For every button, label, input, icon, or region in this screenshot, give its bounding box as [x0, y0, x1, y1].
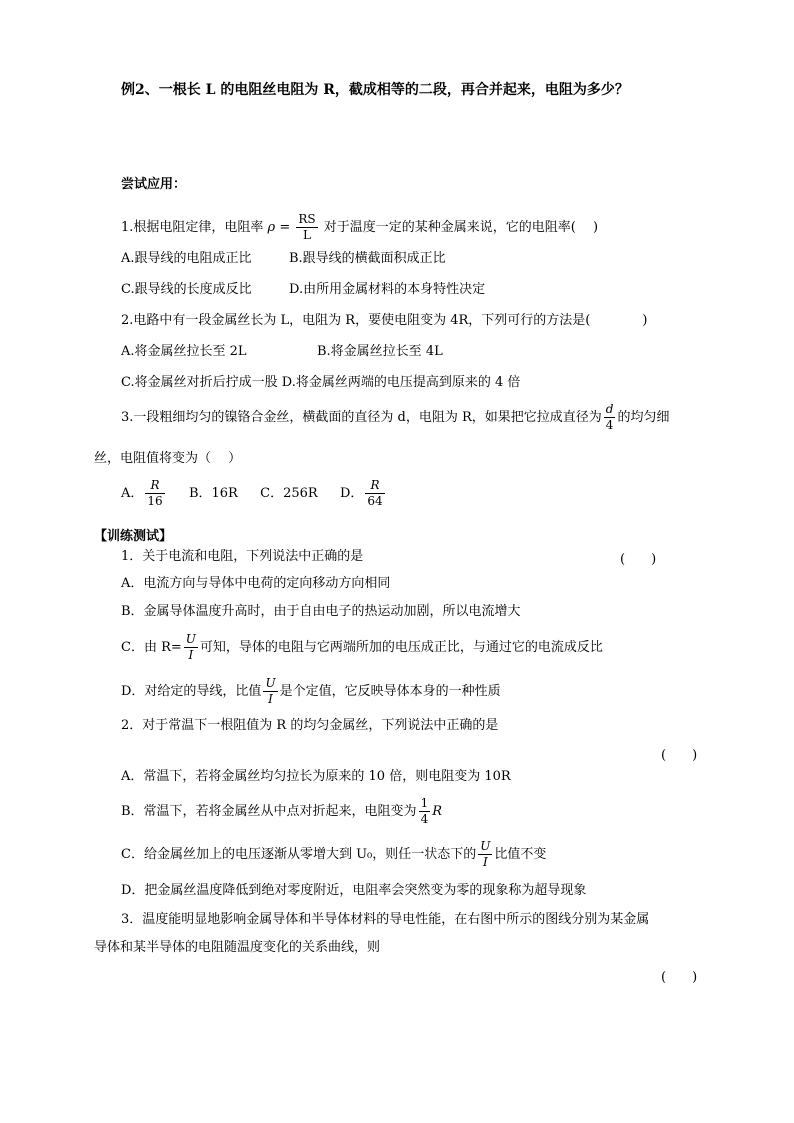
q3-d-den: 64: [367, 494, 383, 508]
t2-b-num: 1: [420, 796, 429, 810]
t1-d-den: I: [268, 692, 273, 706]
t1-d-post: 是个定值，它反映导体本身的一种性质: [279, 684, 501, 699]
t1-d-num: U: [265, 676, 276, 690]
t2-answer-paren: ( ): [661, 748, 698, 763]
q3-frac-num: d: [605, 402, 614, 416]
t1-option-c: [121, 632, 603, 663]
q3-frac-den: 4: [605, 418, 614, 432]
q3-stem-line2: 丝，电阻值将变为（ ）: [94, 451, 242, 466]
q3-options: [121, 478, 387, 509]
q1-rho: ρ =: [267, 220, 291, 235]
q2-stem: 2.电路中有一段金属丝长为 L，电阻为 R，要使电阻变为 4R，下列可行的方法是( ): [121, 313, 648, 328]
t2-b-post: R: [432, 804, 442, 819]
q3-option-d-fraction: [365, 478, 384, 509]
t1-c-post: 可知，导体的电阻与它两端所加的电压成正比，与通过它的电流成反比: [199, 640, 603, 655]
t3-stem-line1: 3．温度能明显地影响金属导体和半导体材料的导电性能，在右图中所示的图线分别为某金属: [121, 912, 650, 927]
t2-c-pre: C．给金属丝加上的电压逐渐从零增大到 U₀，则任一状态下的: [121, 847, 477, 862]
q1-option-a: A.跟导线的电阻成正比: [121, 251, 252, 266]
q1-stem: [121, 212, 598, 243]
q2-option-b: B.将金属丝拉长至 4L: [317, 344, 443, 359]
t2-b-pre: B．常温下，若将金属丝从中点对折起来，电阻变为: [121, 804, 417, 819]
t1-answer-paren: ( ): [620, 552, 657, 567]
q1-frac-num: RS: [298, 212, 316, 226]
t3-answer-paren: ( ): [661, 970, 698, 985]
t2-option-b: [121, 796, 442, 827]
t2-option-a: A．常温下，若将金属丝均匀拉长为原来的 10 倍，则电阻变为 10R: [121, 769, 511, 784]
t1-option-d: [121, 676, 501, 707]
t2-option-d: D．把金属丝温度降低到绝对零度附近，电阻率会突然变为零的现象称为超导现象: [121, 883, 587, 898]
q1-option-c: C.跟导线的长度成反比: [121, 282, 252, 297]
q3-option-a-label: A．: [121, 486, 144, 501]
q3-fraction: [604, 402, 616, 433]
t1-c-pre: C．由 R=: [121, 640, 182, 655]
t1-c-den: I: [188, 648, 194, 662]
q3-a-num: R: [145, 478, 164, 494]
training-test-heading: 【训练测试】: [94, 529, 173, 544]
q3-a-den: 16: [147, 494, 163, 508]
q1-option-b: B.跟导线的横截面积成正比: [289, 251, 446, 266]
t2-stem: 2．对于常温下一根阻值为 R 的均匀金属丝，下列说法中正确的是: [121, 718, 499, 733]
q1-stem-post: 对于温度一定的某种金属来说，它的电阻率( ): [323, 220, 599, 235]
t1-option-a: A．电流方向与导体中电荷的定向移动方向相同: [121, 576, 391, 591]
t2-c-fraction: [478, 839, 492, 870]
q1-stem-pre: 1.根据电阻定律，电阻率: [121, 220, 264, 235]
q2-option-cd: C.将金属丝对折后拧成一股 D.将金属丝两端的电压提高到原来的 4 倍: [121, 375, 521, 390]
t2-c-num: U: [480, 839, 491, 853]
t1-stem: 1．关于电流和电阻，下列说法中正确的是: [121, 549, 364, 564]
q3-stem-pre: 3.一段粗细均匀的镍铬合金丝，横截面的直径为 d，电阻为 R，如果把它拉成直径为: [121, 410, 602, 425]
example-2-question: 例2、一根长 L 的电阻丝电阻为 R，截成相等的二段，再合并起来，电阻为多少？: [121, 82, 629, 98]
t2-option-c: [121, 839, 546, 870]
try-application-heading: 尝试应用：: [121, 177, 187, 192]
q3-option-a-fraction: [145, 478, 164, 509]
q1-option-d: D.由所用金属材料的本身特性决定: [289, 282, 486, 297]
t1-option-b: B．金属导体温度升高时，由于自由电子的热运动加剧，所以电流增大: [121, 604, 521, 619]
q3-option-b: B．16R: [188, 486, 238, 501]
t3-stem-line2: 导体和某半导体的电阻随温度变化的关系曲线，则: [94, 940, 381, 955]
t2-b-fraction: [419, 796, 431, 827]
q3-option-c: C．256R: [260, 486, 318, 501]
t1-d-pre: D．对给定的导线，比值: [121, 684, 262, 699]
t1-d-fraction: [263, 676, 277, 707]
t1-c-num: U: [185, 632, 196, 646]
q3-stem-post: 的均匀细: [617, 410, 670, 425]
t2-c-post: 比值不变: [494, 847, 547, 862]
q2-option-a: A.将金属丝拉长至 2L: [121, 344, 247, 359]
q3-stem: [121, 402, 669, 433]
q3-d-num: R: [365, 478, 384, 494]
t1-c-fraction: [184, 632, 198, 663]
q1-frac-den: L: [303, 228, 311, 242]
t2-b-den: 4: [420, 812, 429, 826]
q3-option-d-label: D．: [339, 486, 364, 501]
q1-fraction: [296, 212, 317, 243]
t2-c-den: I: [482, 855, 488, 869]
